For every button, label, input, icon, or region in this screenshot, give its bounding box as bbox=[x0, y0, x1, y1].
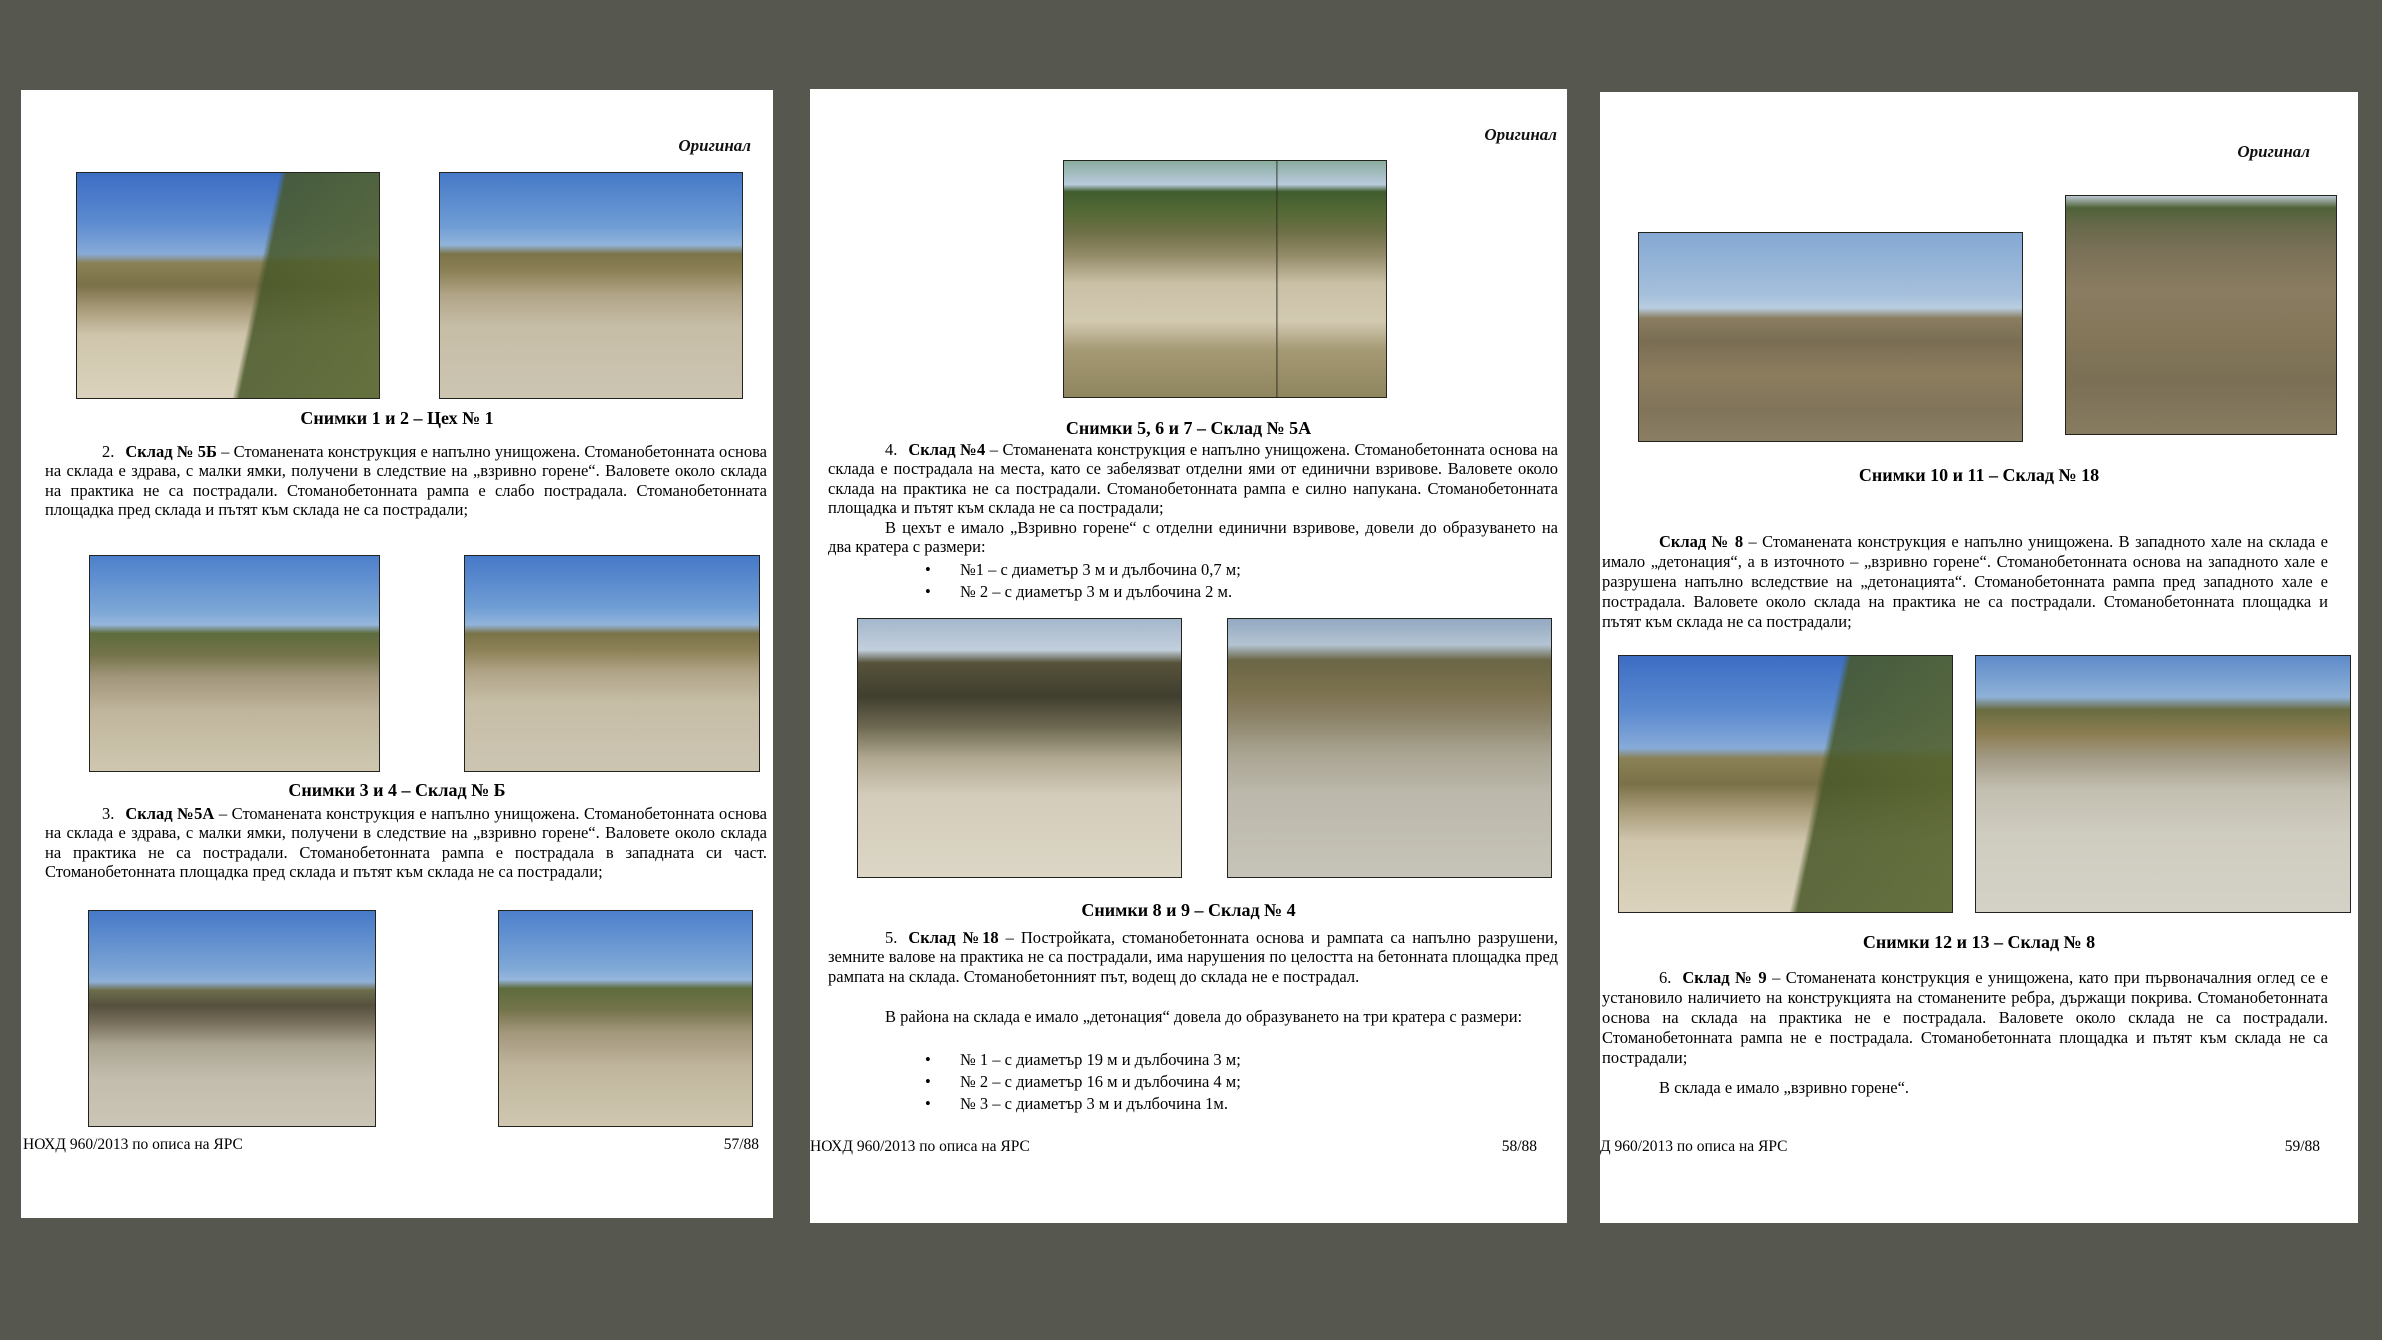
paragraph-subject: Склад №5А bbox=[125, 804, 215, 823]
photo-caption: Снимки 3 и 4 – Склад № Б bbox=[288, 780, 506, 800]
photo-snimka-1 bbox=[76, 172, 380, 399]
list-item: • № 3 – с диаметър 3 м и дълбочина 1м. bbox=[925, 1093, 1228, 1113]
paragraph-number: 5. bbox=[885, 928, 898, 947]
photo-snimka-5 bbox=[88, 910, 376, 1127]
paragraph-text: – Стоманената конструкция е напълно унищожена. Стоманобетонната основа на склада е пострадала на места, като се забелязват отделни ями от единични взривове. Валовете около склада на практика не са пострадали. Стоманобетонната рампа е силно напукана. Стоманобетонната площадка и пътят към склада не са пострадали; bbox=[828, 440, 1558, 518]
bullet-icon: • bbox=[925, 581, 931, 601]
photo-snimka-10 bbox=[1638, 232, 2023, 442]
footer-page-number: 57/88 bbox=[723, 1136, 759, 1153]
paragraph-sklad-9 bbox=[1602, 968, 2328, 1068]
bullet-icon: • bbox=[925, 1093, 931, 1113]
photo-snimka-4 bbox=[464, 555, 760, 772]
paragraph-sklad-5a bbox=[45, 804, 767, 882]
paragraph-text: В склада е имало „взривно горене“. bbox=[1659, 1078, 1910, 1097]
paragraph-subject: Склад №18 bbox=[908, 928, 999, 947]
photo-caption: Снимки 5, 6 и 7 – Склад № 5А bbox=[1065, 418, 1312, 438]
photo-snimka-2 bbox=[439, 172, 743, 399]
footer-case-number: Д 960/2013 по описа на ЯРС bbox=[1600, 1138, 1788, 1155]
paragraph-sklad-4 bbox=[828, 440, 1558, 518]
bullet-icon: • bbox=[925, 1071, 931, 1091]
photo-caption: Снимки 10 и 11 – Склад № 18 bbox=[1858, 465, 2100, 485]
paragraph-number: 6. bbox=[1659, 968, 1672, 987]
document-page-58 bbox=[810, 89, 1567, 1223]
footer-case-number: НОХД 960/2013 по описа на ЯРС bbox=[23, 1136, 243, 1153]
paragraph-text: – Стоманената конструкция е напълно унищожена. В западното хале на склада е имало „детонация“, а в източното – „взривно горене“. Стоманобетонната основа на западното хале е разрушена напълно вследствие на „детонацията“. Стоманобетонната рампа пред западното хале е пострадала. Валовете около склада на практика не са пострадали. Стоманобетонната площадка и пътят към склада не са пострадали; bbox=[1602, 532, 2328, 631]
paragraph-number: 3. bbox=[102, 804, 115, 823]
photo-snimka-5-6-7 bbox=[1063, 160, 1387, 398]
photo-snimka-11 bbox=[2065, 195, 2337, 435]
list-item: • №1 – с диаметър 3 м и дълбочина 0,7 м; bbox=[925, 560, 1241, 579]
bullet-icon: • bbox=[925, 560, 931, 579]
paragraph-text: – Стоманената конструкция е напълно унищожена. Стоманобетонната основа на склада е здрава, с малки ямки, получени в следствие на „взривно горене“. Валовете около склада на практика не са пострадали. Стоманобетонната рампа е слабо пострадала. Стоманобетонната площадка пред склада и пътят към склада не са пострадали; bbox=[45, 442, 767, 520]
footer-case-number: НОХД 960/2013 по описа на ЯРС bbox=[810, 1138, 1030, 1155]
paragraph-text: – Стоманената конструкция е напълно унищожена. Стоманобетонната основа на склада е здрава, с малки ямки, получени в следствие на „взривно горене“. Валовете около склада на практика не са пострадали. Стоманобетонната рампа е пострадала в западната си част. Стоманобетонната площадка пред склада и пътят към склада не са пострадали; bbox=[45, 804, 767, 882]
list-item: • № 2 – с диаметър 16 м и дълбочина 4 м; bbox=[925, 1071, 1241, 1091]
paragraph-text: В района на склада е имало „детонация“ довела до образуването на три кратера с размери: bbox=[885, 1007, 1523, 1026]
photo-snimka-13 bbox=[1975, 655, 2351, 913]
paragraph-sklad-5b bbox=[45, 442, 767, 520]
paragraph-number: 2. bbox=[102, 442, 115, 461]
document-page-59 bbox=[1600, 92, 2358, 1223]
list-item: • № 1 – с диаметър 19 м и дълбочина 3 м; bbox=[925, 1050, 1241, 1069]
paragraph-sklad-8 bbox=[1602, 532, 2328, 632]
original-stamp: Оригинал bbox=[2237, 142, 2310, 161]
crater-list-warehouse bbox=[925, 1049, 1525, 1114]
photo-snimka-8 bbox=[857, 618, 1182, 878]
paragraph-text: – Постройката, стоманобетонната основа и рампата са напълно разрушени, земните валове на практика не са пострадали, има нарушения по целостта на бетонната площадка пред рампата на склада. Стоманобетонният път, водещ до склада не е пострадал. bbox=[828, 928, 1559, 986]
document-page-57 bbox=[21, 90, 773, 1218]
footer-page-number: 59/88 bbox=[2284, 1138, 2320, 1155]
paragraph-burning-note bbox=[1602, 1078, 2328, 1098]
photo-caption: Снимки 12 и 13 – Склад № 8 bbox=[1862, 932, 2096, 952]
original-stamp: Оригинал bbox=[1484, 125, 1557, 144]
photo-snimka-9 bbox=[1227, 618, 1552, 878]
paragraph-number: 4. bbox=[885, 440, 898, 459]
footer-page-number: 58/88 bbox=[1501, 1138, 1537, 1155]
bullet-icon: • bbox=[925, 1050, 931, 1069]
paragraph-subject: Склад №4 bbox=[908, 440, 986, 459]
paragraph-text: – Стоманената конструкция е унищожена, като при първоначалния оглед се е установило наличието на конструкцията на стоманените ребра, държащи покрива. Стоманобетонната основа на склада на практика не е пострадала. Валовете около склада не са пострадали. Стоманобетонната рампа не е пострадала. Стоманобетонната площадка и пътят към склада не са пострадали; bbox=[1602, 968, 2328, 1067]
paragraph-workshop-craters bbox=[828, 518, 1558, 557]
paragraph-subject: Склад № 8 bbox=[1659, 532, 1744, 551]
photo-caption: Снимки 1 и 2 – Цех № 1 bbox=[300, 408, 494, 428]
crater-list-workshop bbox=[925, 559, 1525, 603]
paragraph-subject: Склад № 5Б bbox=[125, 442, 217, 461]
paragraph-subject: Склад № 9 bbox=[1682, 968, 1767, 987]
original-stamp: Оригинал bbox=[678, 136, 751, 155]
paragraph-sklad-18 bbox=[828, 928, 1558, 986]
list-item: • № 2 – с диаметър 3 м и дълбочина 2 м. bbox=[925, 581, 1233, 601]
photo-caption: Снимки 8 и 9 – Склад № 4 bbox=[1081, 900, 1296, 920]
paragraph-warehouse-craters bbox=[828, 1007, 1558, 1026]
photo-snimka-12 bbox=[1618, 655, 1953, 913]
photo-snimka-6 bbox=[498, 910, 753, 1127]
photo-snimka-3 bbox=[89, 555, 380, 772]
paragraph-text: В цехът е имало „Взривно горене“ с отделни единични взривове, довели до образуването на два кратера с размери: bbox=[828, 518, 1558, 557]
